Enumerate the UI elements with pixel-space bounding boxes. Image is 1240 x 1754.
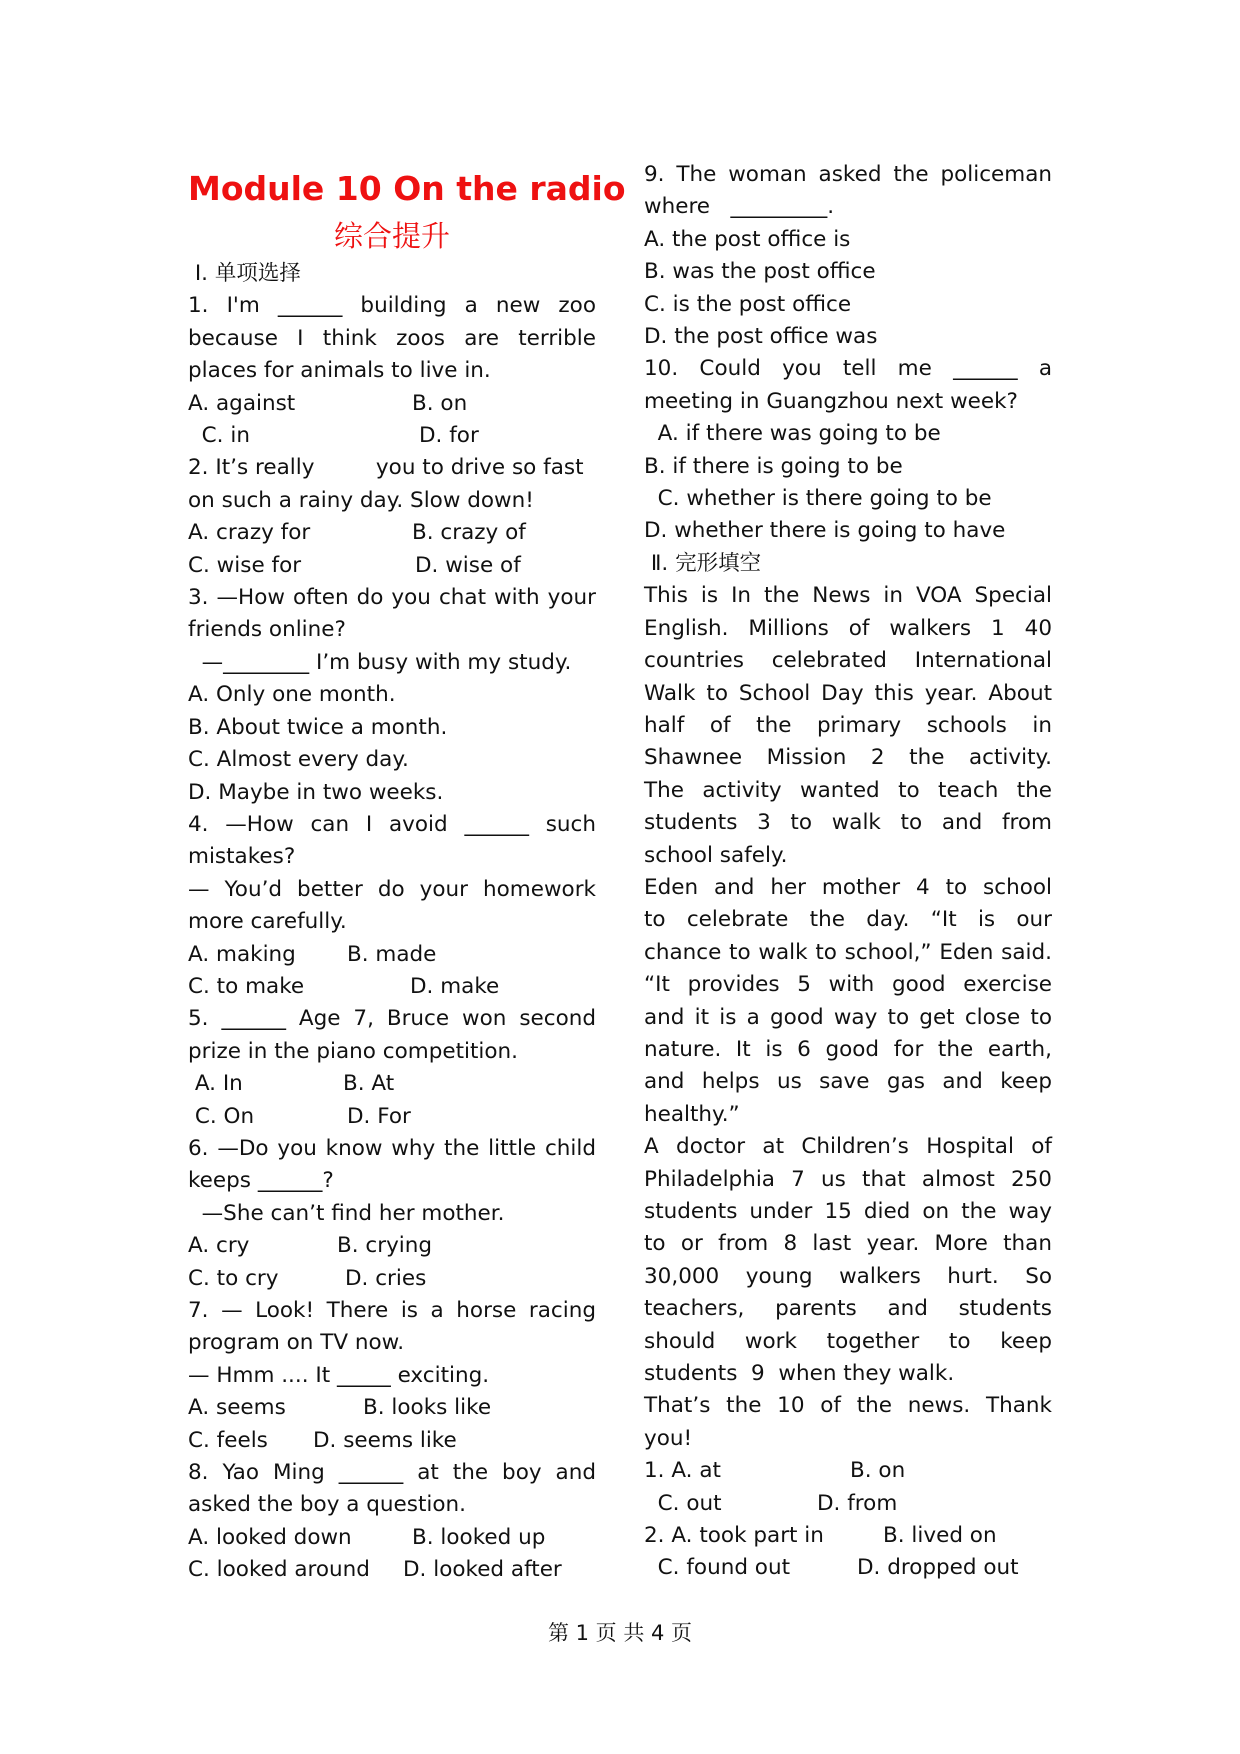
text-line: A. Only one month.: [188, 682, 396, 708]
option-pair-line: [188, 971, 596, 1003]
option-pair-line: [188, 420, 596, 452]
text-line: countries celebrated International: [644, 648, 1052, 674]
text-line: —________ I’m busy with my study.: [188, 649, 572, 675]
option-b: B. on: [850, 1458, 906, 1484]
text-line: chance to walk to school,” Eden said.: [644, 939, 1052, 965]
text-line: The activity wanted to teach the: [644, 777, 1052, 803]
option-pair-line: [644, 1520, 1052, 1552]
text-line: D. Maybe in two weeks.: [188, 779, 444, 805]
section-2-heading: Ⅱ. 完形填空: [644, 550, 762, 576]
option-b: B. crying: [337, 1233, 433, 1259]
option-a: C. to cry: [188, 1265, 279, 1291]
text-line: This is In the News in VOA Special: [644, 583, 1052, 609]
text-line: D. the post office was: [644, 324, 878, 350]
text-line: 3. —How often do you chat with your: [188, 585, 596, 611]
option-pair-line: [188, 388, 596, 420]
text-line: 1. I'm ______ building a new zoo: [188, 293, 596, 319]
text-line: C. whether is there going to be: [644, 486, 992, 512]
module-subtitle: 综合提升: [333, 219, 450, 253]
text-line: Philadelphia 7 us that almost 250: [644, 1166, 1052, 1192]
text-line: program on TV now.: [188, 1330, 405, 1356]
text-line: where _________.: [644, 194, 835, 220]
text-line: B. if there is going to be: [644, 453, 903, 479]
option-a: C. wise for: [188, 552, 302, 578]
text-line: to or from 8 last year. More than: [644, 1231, 1052, 1257]
option-pair-line: [188, 1392, 596, 1424]
text-line: That’s the 10 of the news. Thank: [644, 1393, 1052, 1419]
text-line: places for animals to live in.: [188, 358, 491, 384]
text-line: “It provides 5 with good exercise: [644, 972, 1052, 998]
option-pair-line: [188, 1554, 596, 1586]
text-line: because I think zoos are terrible: [188, 325, 596, 351]
text-line: 7. — Look! There is a horse racing: [188, 1298, 596, 1323]
option-a: C. in: [188, 423, 250, 449]
text-line: more carefully.: [188, 909, 347, 935]
text-line: meeting in Guangzhou next week?: [644, 388, 1018, 414]
text-line: A. the post office is: [644, 226, 851, 252]
text-line: English. Millions of walkers 1 40: [644, 615, 1052, 641]
text-line: 5. ______ Age 7, Bruce won second: [188, 1006, 596, 1032]
text-line: Eden and her mother 4 to school: [644, 874, 1052, 900]
option-a: C. looked around: [188, 1557, 370, 1583]
option-pair-line: [188, 1068, 596, 1100]
text-line: 30,000 young walkers hurt. So: [644, 1263, 1052, 1289]
text-line: students 3 to walk to and from: [644, 810, 1052, 836]
text-line: 4. —How can I avoid ______ such: [188, 811, 596, 837]
option-b: B. made: [347, 941, 437, 967]
text-line: you!: [644, 1425, 693, 1451]
option-pair-line: [644, 1552, 1052, 1584]
option-b: D. from: [817, 1490, 898, 1516]
text-line: — You’d better do your homework: [188, 876, 596, 902]
right-column: [644, 159, 1052, 1585]
text-line: school safely.: [644, 842, 788, 868]
text-line: B. was the post office: [644, 259, 876, 285]
text-line: A. if there was going to be: [644, 421, 941, 447]
option-a: 1. A. at: [644, 1458, 721, 1484]
option-a: C. On: [188, 1103, 255, 1129]
text-line: students under 15 died on the way: [644, 1199, 1052, 1224]
option-a: C. out: [644, 1490, 722, 1516]
text-line: 2. It’s really you to drive so fast: [188, 455, 584, 481]
option-pair-line: [188, 1522, 596, 1554]
text-line: and it is a good way to get close to: [644, 1004, 1052, 1030]
option-pair-line: [188, 1425, 596, 1457]
text-line: 9. The woman asked the policeman: [644, 162, 1052, 187]
option-a: 2. A. took part in: [644, 1523, 824, 1549]
option-b: B. on: [412, 390, 468, 416]
text-line: healthy.”: [644, 1101, 740, 1127]
text-line: friends online?: [188, 617, 346, 643]
text-line: D. whether there is going to have: [644, 518, 1006, 544]
text-line: mistakes?: [188, 844, 296, 870]
text-line: 8. Yao Ming ______ at the boy and: [188, 1460, 596, 1486]
text-line: —She can’t find her mother.: [188, 1200, 505, 1226]
option-pair-line: [188, 1263, 596, 1295]
text-line: 10. Could you tell me ______ a: [644, 356, 1052, 382]
option-a: A. seems: [188, 1395, 286, 1421]
text-line: should work together to keep: [644, 1328, 1052, 1354]
text-line: 6. —Do you know why the little child: [188, 1135, 596, 1161]
text-line: prize in the piano competition.: [188, 1038, 518, 1064]
text-line: teachers, parents and students: [644, 1296, 1052, 1322]
option-pair-line: [188, 550, 596, 582]
text-line: students 9 when they walk.: [644, 1361, 955, 1387]
text-line: Walk to School Day this year. About: [644, 680, 1052, 706]
text-line: asked the boy a question.: [188, 1492, 466, 1518]
option-a: A. against: [188, 390, 296, 416]
text-line: A doctor at Children’s Hospital of: [644, 1134, 1052, 1160]
option-a: C. to make: [188, 973, 305, 999]
text-line: and helps us save gas and keep: [644, 1069, 1052, 1095]
option-b: D. looked after: [403, 1557, 562, 1583]
text-line: keeps ______?: [188, 1168, 334, 1194]
option-a: A. cry: [188, 1233, 250, 1259]
text-line: Shawnee Mission 2 the activity.: [644, 745, 1052, 771]
text-line: on such a rainy day. Slow down!: [188, 487, 534, 513]
text-line: B. About twice a month.: [188, 714, 448, 740]
text-line: — Hmm .... It _____ exciting.: [188, 1362, 490, 1388]
option-b: D. wise of: [415, 552, 521, 578]
option-b: B. lived on: [883, 1523, 997, 1549]
option-b: D. seems like: [313, 1427, 457, 1453]
option-pair-line: [188, 1101, 596, 1133]
option-b: B. looks like: [363, 1395, 492, 1421]
page-footer: 第 1 页 共 4 页: [547, 1621, 693, 1645]
text-line: nature. It is 6 good for the earth,: [644, 1036, 1052, 1062]
option-pair-line: [188, 517, 596, 549]
option-pair-line: [644, 1488, 1052, 1520]
section-1-heading: Ⅰ. 单项选择: [188, 261, 301, 286]
text-line: C. is the post office: [644, 291, 852, 317]
text-line: half of the primary schools in: [644, 712, 1052, 738]
option-b: D. make: [410, 973, 500, 999]
option-b: B. looked up: [412, 1524, 546, 1550]
text-line: C. Almost every day.: [188, 747, 409, 773]
left-column: [188, 258, 596, 1587]
option-b: B. At: [343, 1071, 395, 1097]
option-b: D. For: [347, 1103, 411, 1129]
option-a: A. In: [188, 1071, 243, 1097]
option-pair-line: [644, 1455, 1052, 1487]
option-b: B. crazy of: [412, 520, 526, 546]
option-pair-line: [188, 1230, 596, 1262]
text-line: to celebrate the day. “It is our: [644, 907, 1052, 933]
option-pair-line: [188, 939, 596, 971]
option-a: A. making: [188, 941, 296, 967]
option-a: C. feels: [188, 1427, 268, 1453]
option-a: A. crazy for: [188, 520, 311, 546]
option-b: D. for: [419, 423, 479, 449]
option-a: C. found out: [644, 1555, 791, 1581]
option-a: A. looked down: [188, 1524, 352, 1550]
option-b: D. cries: [345, 1265, 427, 1291]
module-title: Module 10 On the radio: [188, 169, 626, 208]
option-b: D. dropped out: [857, 1555, 1019, 1581]
